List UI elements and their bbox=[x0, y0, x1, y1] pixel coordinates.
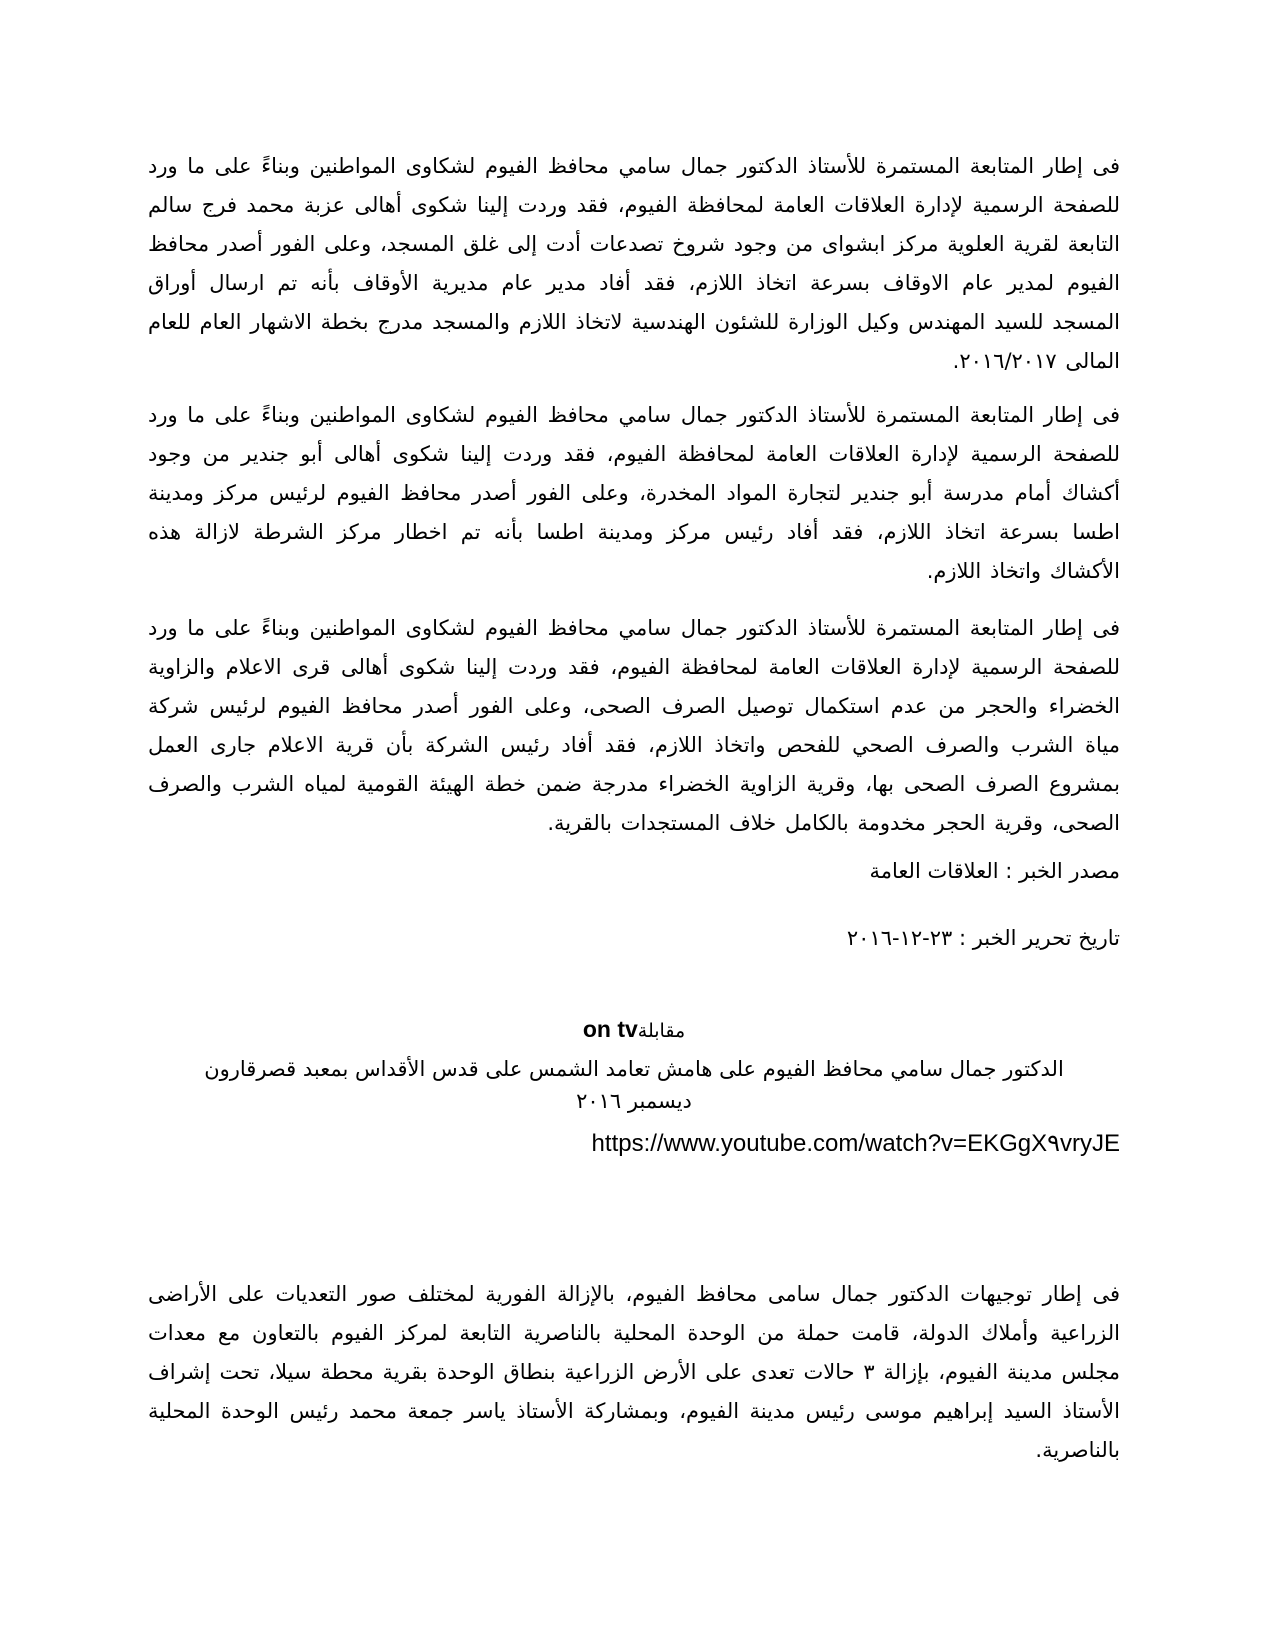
news-date-line: تاريخ تحرير الخبر : ٢٣-١٢-٢٠١٦ bbox=[846, 926, 1120, 950]
interview-video-link[interactable]: https://www.youtube.com/watch?v=EKGgX٩vryJE bbox=[591, 1130, 1120, 1157]
interview-channel: on tv bbox=[582, 1016, 638, 1042]
news-paragraph-kiosks: فى إطار المتابعة المستمرة للأستاذ الدكتور جمال سامي محافظ الفيوم لشكاوى المواطنين وبناءً على ما ورد للصفحة الرسمية لإدارة العلاقات العامة لمحافظة الفيوم، فقد وردت إلينا شكوى أهالى أبو جندير من وجود أكشاك أمام مدرسة أبو جندير لتجارة المواد المخدرة، وعلى الفور أصدر محافظ الفيوم لرئيس مركز ومدينة اطسا بسرعة اتخاذ اللازم، فقد أفاد رئيس مركز ومدينة اطسا بأنه تم اخطار مركز الشرطة لازالة هذه الأكشاك واتخاذ اللازم. bbox=[148, 403, 1120, 583]
interview-heading bbox=[148, 1014, 1120, 1046]
news-paragraph-sewage: فى إطار المتابعة المستمرة للأستاذ الدكتور جمال سامي محافظ الفيوم لشكاوى المواطنين وبناءً على ما ورد للصفحة الرسمية لإدارة العلاقات العامة لمحافظة الفيوم، فقد وردت إلينا شكوى أهالى قرى الاعلام والزاوية الخضراء والحجر من عدم استكمال توصيل الصرف الصحى، وعلى الفور أصدر محافظ الفيوم لرئيس شركة مياة الشرب والصرف الصحي للفحص واتخاذ اللازم، فقد أفاد رئيس الشركة بأن قرية الاعلام جارى العمل بمشروع الصرف الصحى بها، وقرية الزاوية الخضراء مدرجة ضمن خطة الهيئة القومية لمياه الشرب والصرف الصحى، وقرية الحجر مخدومة بالكامل خلاف المستجدات بالقرية. bbox=[148, 616, 1120, 835]
news-source-line: مصدر الخبر : العلاقات العامة bbox=[869, 859, 1120, 883]
interview-label: مقابلة bbox=[637, 1020, 686, 1042]
news-paragraph-encroachment-removal: فى إطار توجيهات الدكتور جمال سامى محافظ الفيوم، بالإزالة الفورية لمختلف صور التعديات على الأراضى الزراعية وأملاك الدولة، قامت حملة من الوحدة المحلية بالناصرية التابعة لمركز الفيوم بالتعاون مع معدات مجلس مدينة الفيوم، بإزالة ٣ حالات تعدى على الأرض الزراعية بنطاق الوحدة بقرية محطة سيلا، تحت إشراف الأستاذ السيد إبراهيم موسى رئيس مدينة الفيوم، وبمشاركة الأستاذ ياسر جمعة محمد رئيس الوحدة المحلية بالناصرية. bbox=[148, 1282, 1121, 1462]
interview-title: الدكتور جمال سامي محافظ الفيوم على هامش تعامد الشمس على قدس الأقداس بمعبد قصرقارون ديسمبر ٢٠١٦ bbox=[204, 1057, 1064, 1113]
news-paragraph-mosque: فى إطار المتابعة المستمرة للأستاذ الدكتور جمال سامي محافظ الفيوم لشكاوى المواطنين وبناءً على ما ورد للصفحة الرسمية لإدارة العلاقات العامة لمحافظة الفيوم، فقد وردت إلينا شكوى أهالى عزبة محمد فرج سالم التابعة لقرية العلوية مركز ابشواى من وجود شروخ تصدعات أدت إلى غلق المسجد، وعلى الفور أصدر محافظ الفيوم لمدير عام الاوقاف بسرعة اتخاذ اللازم، فقد أفاد مدير عام مديرية الأوقاف بأنه تم ارسال أوراق المسجد للسيد المهندس وكيل الوزارة للشئون الهندسية لاتخاذ اللازم والمسجد مدرج بخطة الاشهار العام للعام المالى ٢٠١٦/٢٠١٧. bbox=[148, 154, 1120, 373]
